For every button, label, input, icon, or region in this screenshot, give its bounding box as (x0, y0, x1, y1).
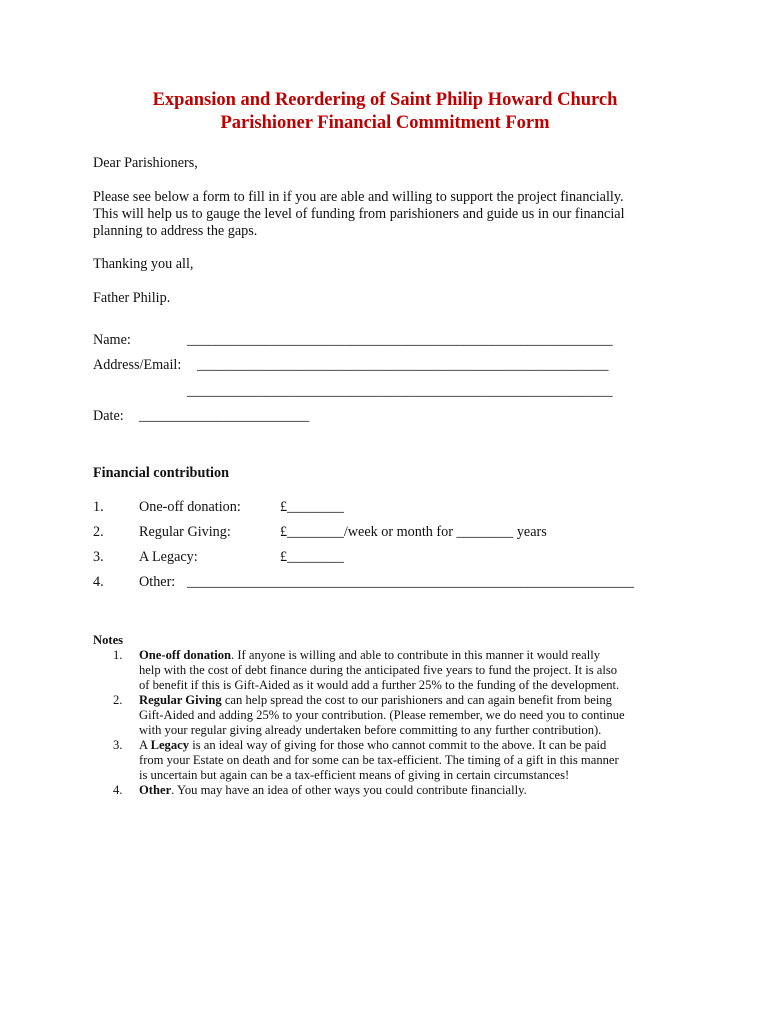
note-text: can help spread the cost to our parishioners and can again benefit from being (221, 693, 612, 707)
intro-line: Please see below a form to fill in if you are able and willing to support the project financially. (93, 189, 624, 205)
note-number: 1. (113, 648, 123, 662)
note-item (93, 783, 693, 798)
note-term: One-off donation (139, 648, 232, 662)
contribution-number: 3. (93, 549, 104, 565)
note-line: Gift-Aided and adding 25% to your contribution. (Please remember, we do need you to continue (139, 708, 625, 722)
intro-line: This will help us to gauge the level of funding from parishioners and guide us in our financial (93, 206, 625, 222)
financial-contribution-heading: Financial contribution (93, 465, 229, 481)
note-number: 3. (113, 738, 123, 752)
one-off-donation-field[interactable]: £________ (280, 499, 344, 515)
note-prefix: A (139, 738, 151, 752)
note-line (139, 648, 693, 663)
note-term: Other (139, 783, 172, 797)
name-field[interactable]: ____________________________________________________________ (187, 332, 613, 348)
notes-heading: Notes (93, 633, 124, 647)
contribution-label: Other: (139, 574, 176, 590)
note-line: of benefit if this is Gift-Aided as it would add a further 25% to the funding of the development. (139, 678, 620, 692)
contribution-label: Regular Giving: (139, 524, 231, 540)
notes-list (93, 648, 693, 798)
note-text: . If anyone is willing and able to contribute in this manner it would really (231, 648, 600, 662)
legacy-field[interactable]: £________ (280, 549, 344, 565)
other-field[interactable]: _______________________________________________________________ (187, 574, 634, 590)
regular-giving-field[interactable]: £________/week or month for ________ years (280, 524, 547, 540)
contribution-number: 4. (93, 574, 104, 590)
thanks-line: Thanking you all, (93, 256, 194, 272)
note-term: Regular Giving (139, 693, 222, 707)
document-subtitle: Parishioner Financial Commitment Form (220, 113, 550, 133)
note-term: Legacy (150, 738, 190, 752)
intro-paragraph (93, 189, 683, 240)
address-field[interactable]: __________________________________________________________ (197, 357, 609, 373)
note-item (93, 693, 693, 738)
name-label: Name: (93, 332, 131, 348)
address-field-line2[interactable]: ____________________________________________________________ (187, 383, 613, 399)
note-item (93, 648, 693, 693)
note-item (93, 738, 693, 783)
date-label: Date: (93, 408, 124, 424)
note-line: is uncertain but again can be a tax-efficient means of giving in certain circumstances! (139, 768, 570, 782)
document-title: Expansion and Reordering of Saint Philip Howard Church (152, 90, 618, 110)
note-text: . You may have an idea of other ways you could contribute financially. (171, 783, 527, 797)
contribution-label: A Legacy: (139, 549, 198, 565)
intro-line: planning to address the gaps. (93, 223, 258, 239)
signature: Father Philip. (93, 290, 171, 306)
contribution-number: 2. (93, 524, 104, 540)
address-label: Address/Email: (93, 357, 182, 373)
note-line (139, 693, 693, 708)
date-field[interactable]: ________________________ (139, 408, 310, 424)
note-line: with your regular giving already undertaken before committing to any further contribution). (139, 723, 602, 737)
note-line (139, 783, 693, 798)
contribution-number: 1. (93, 499, 104, 515)
note-number: 2. (113, 693, 123, 707)
note-text: is an ideal way of giving for those who cannot commit to the above. It can be paid (189, 738, 607, 752)
note-line: from your Estate on death and for some can be tax-efficient. The timing of a gift in this manner (139, 753, 619, 767)
note-line (139, 738, 693, 753)
contribution-label: One-off donation: (139, 499, 241, 515)
note-line: help with the cost of debt finance during the anticipated five years to fund the project. It is also (139, 663, 618, 677)
greeting: Dear Parishioners, (93, 155, 198, 171)
note-number: 4. (113, 783, 123, 797)
